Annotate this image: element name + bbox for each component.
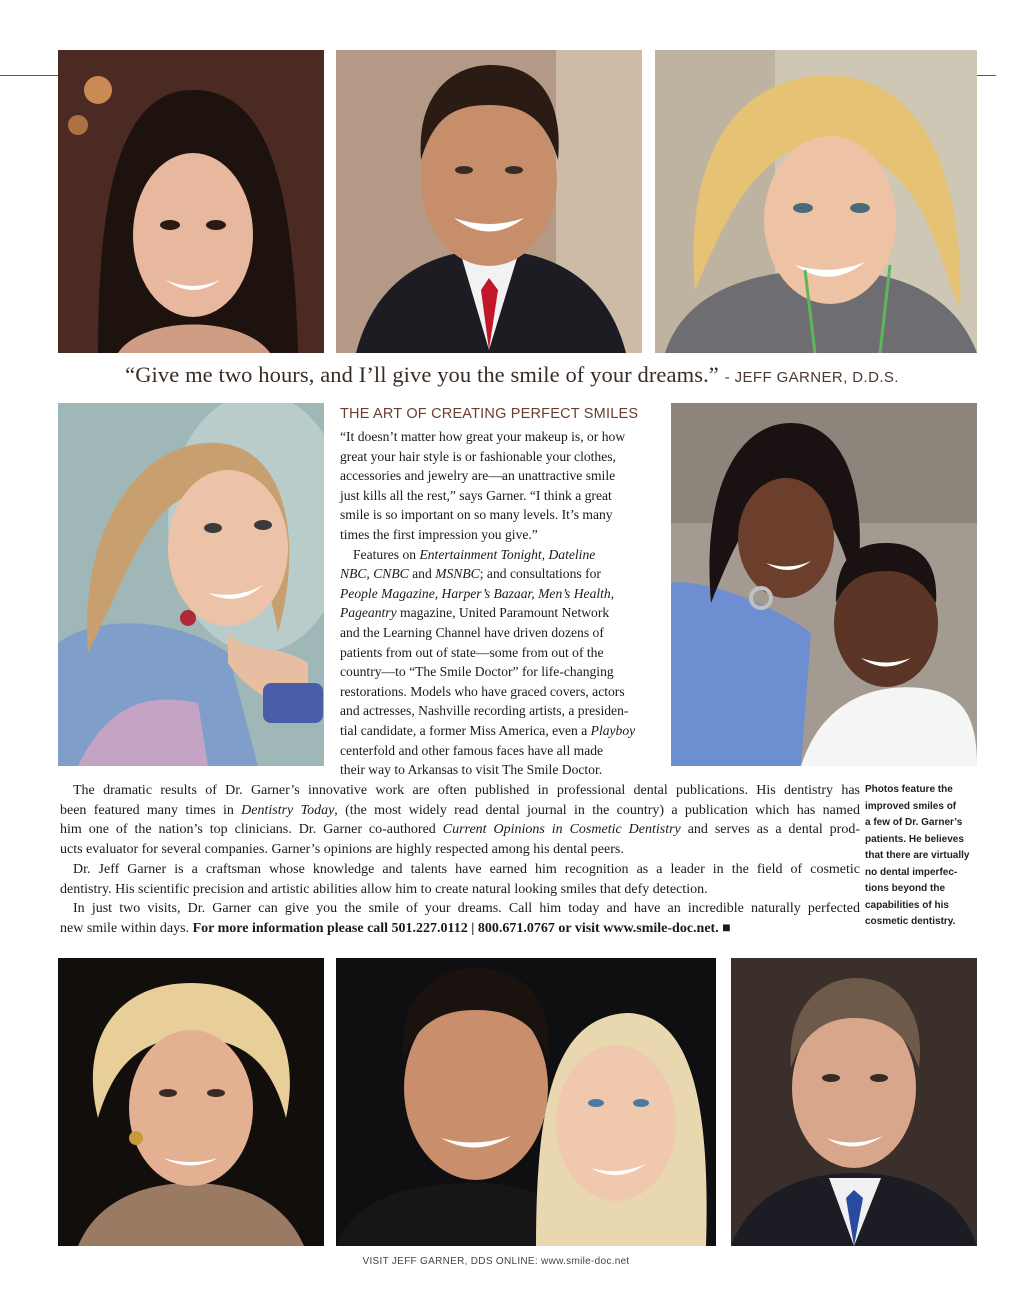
column-line: great your hair style is or fashionable your clothes,	[340, 448, 616, 464]
section-heading: THE ART OF CREATING PERFECT SMILES	[340, 406, 639, 422]
portrait-photo-older-man	[731, 958, 977, 1246]
pull-quote-attribution: - JEFF GARNER, D.D.S.	[724, 369, 899, 386]
column-line: Features on Entertainment Tonight, Dateline	[353, 546, 596, 562]
contact-info: For more information please call 501.227.0112 | 800.671.0767 or visit www.smile-doc.net. ■	[192, 920, 731, 936]
portrait-photo-man-in-suit	[336, 50, 642, 353]
body-line: been featured many times in Dentistry Today, (the most widely read dental journal in the country) a publication which has named	[60, 802, 860, 818]
article-column	[340, 427, 662, 780]
column-line: country—to “The Smile Doctor” for life-changing	[340, 664, 614, 680]
article-body	[60, 781, 860, 939]
body-line: him one of the nation’s top clinicians. Dr. Garner co-authored Current Opinions in Cosmetic Dentistry and serves as a dental prod-	[60, 822, 860, 838]
body-line: Dr. Jeff Garner is a craftsman whose knowledge and talents have earned him recognition as a leader in the field of cosmetic	[73, 861, 860, 877]
portrait-photo-couple-smiling	[671, 403, 977, 766]
column-line: times the first impression you give.”	[340, 526, 538, 542]
column-line: Pageantry magazine, United Paramount Network	[340, 605, 610, 621]
column-line: smile is so important on so many levels. It’s many	[340, 507, 613, 523]
body-line: dentistry. His scientific precision and artistic abilities allow him to create natural looking smiles that defy detection.	[60, 881, 708, 897]
pull-quote-text: “Give me two hours, and I’ll give you the smile of your dreams.”	[125, 362, 719, 387]
top-rule-right	[977, 75, 996, 76]
column-line: patients from out of state—some from out of the	[340, 644, 604, 660]
footer-url: VISIT JEFF GARNER, DDS ONLINE: www.smile-doc.net	[362, 1256, 630, 1267]
portrait-photo-brunette-woman	[58, 50, 324, 353]
column-line: NBC, CNBC and MSNBC; and consultations for	[340, 566, 601, 582]
top-rule-left	[0, 75, 58, 76]
column-line: tial candidate, a former Miss America, even a Playboy	[340, 722, 636, 738]
portrait-photo-couple-cheek-to-cheek	[336, 958, 716, 1246]
portrait-photo-older-woman	[58, 958, 324, 1246]
column-line: and the Learning Channel have driven dozens of	[340, 624, 604, 640]
body-line: The dramatic results of Dr. Garner’s innovative work are often published in professional dental publications. His dentistry has	[73, 783, 860, 798]
column-line: and actresses, Nashville recording artists, a presiden-	[340, 703, 629, 719]
column-line: “It doesn’t matter how great your makeup is, or how	[340, 429, 626, 444]
photo-caption: Photos feature the improved smiles of a few of Dr. Garner’s patients. He believes that there are virtually no dental imperfec- tions beyond the capabilities of his cosmetic dentistry.	[865, 784, 970, 927]
body-line: new smile within days. For more information please call 501.227.0112 | 800.671.0767 or visit www.smile-doc.net. ■	[60, 920, 731, 936]
column-line: centerfold and other famous faces have all made	[340, 742, 604, 758]
body-line: In just two visits, Dr. Garner can give you the smile of your dreams. Call him today and have an incredible naturally perfected	[73, 901, 860, 917]
column-line: restorations. Models who have graced covers, actors	[340, 683, 625, 699]
portrait-photo-woman-with-bracelet	[58, 403, 324, 766]
portrait-photo-blonde-woman	[655, 50, 977, 353]
column-line: their way to Arkansas to visit The Smile Doctor.	[340, 762, 603, 778]
body-line: ucts evaluator for several companies. Garner’s opinions are highly respected among his dental peers.	[60, 842, 624, 858]
column-line: People Magazine, Harper’s Bazaar, Men’s Health,	[340, 585, 615, 601]
pull-quote	[0, 362, 1024, 388]
column-line: accessories and jewelry are—an unattractive smile	[340, 468, 616, 484]
column-line: just kills all the rest,” says Garner. “I think a great	[340, 487, 612, 503]
